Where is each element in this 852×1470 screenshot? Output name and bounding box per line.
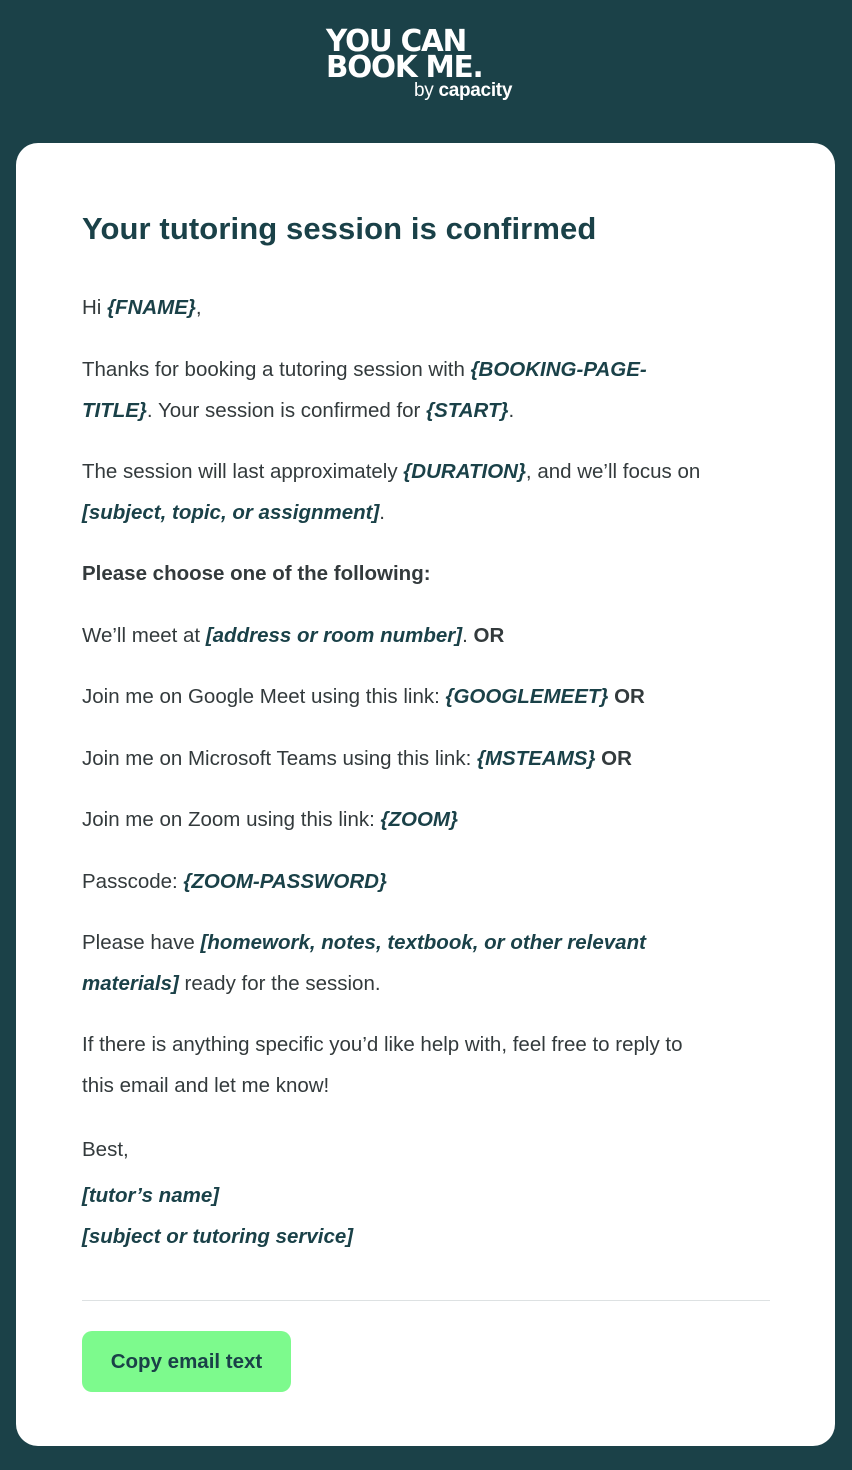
- passcode-pre: Passcode:: [82, 870, 184, 893]
- greeting-post: ,: [195, 296, 202, 319]
- zoom-line: [82, 799, 772, 840]
- msteams-line: [82, 738, 772, 779]
- passcode-line: [82, 861, 772, 902]
- header-bar: [0, 0, 852, 143]
- materials-placeholder-1: [homework, notes, textbook, or other relevant: [200, 931, 646, 954]
- duration-mid: , and we’ll focus on: [525, 460, 701, 483]
- email-title: Your tutoring session is confirmed: [82, 211, 597, 246]
- help-line-2: this email and let me know!: [82, 1074, 330, 1097]
- or-label: OR: [608, 685, 645, 708]
- signoff: Best,: [82, 1138, 129, 1161]
- googlemeet-placeholder: {GOOGLEMEET}: [445, 685, 609, 708]
- logo-line-1: YOU CAN: [326, 24, 467, 59]
- help-paragraph: [82, 1024, 772, 1106]
- email-card: [16, 143, 835, 1446]
- tutor-name-placeholder: [tutor’s name]: [82, 1184, 220, 1207]
- duration-paragraph: [82, 451, 772, 533]
- duration-pre: The session will last approximately: [82, 460, 404, 483]
- meet-at-pre: We’ll meet at: [82, 624, 206, 647]
- greeting-pre: Hi: [82, 296, 108, 319]
- materials-paragraph: [82, 922, 772, 1004]
- logo-line-2: BOOK ME.: [326, 50, 483, 85]
- google-pre: Join me on Google Meet using this link:: [82, 685, 446, 708]
- youcanbookme-logo: [326, 24, 526, 104]
- greeting: [82, 287, 772, 328]
- materials-placeholder-2: materials]: [82, 972, 179, 995]
- logo-brand: capacity: [438, 80, 513, 101]
- meet-at-post: .: [462, 624, 474, 647]
- address-placeholder: [address or room number]: [205, 624, 463, 647]
- subject-placeholder: [subject, topic, or assignment]: [82, 501, 380, 524]
- or-label: OR: [595, 747, 632, 770]
- duration-post: .: [379, 501, 385, 524]
- zoom-password-placeholder: {ZOOM-PASSWORD}: [183, 870, 387, 893]
- thanks-mid: . Your session is confirmed for: [146, 399, 427, 422]
- thanks-pre: Thanks for booking a tutoring session with: [82, 358, 471, 381]
- thanks-paragraph: [82, 349, 772, 431]
- divider: [82, 1300, 770, 1301]
- booking-page-title-placeholder-1: {BOOKING-PAGE-: [470, 358, 647, 381]
- meet-at-line: [82, 615, 772, 656]
- choose-heading: Please choose one of the following:: [82, 562, 431, 585]
- logo-byline: [414, 80, 512, 102]
- materials-pre: Please have: [82, 931, 201, 954]
- booking-page-title-placeholder-2: TITLE}: [82, 399, 147, 422]
- logo-by: by: [414, 80, 434, 101]
- help-line-1: If there is anything specific you’d like help with, feel free to reply to: [82, 1033, 683, 1056]
- zoom-pre: Join me on Zoom using this link:: [82, 808, 381, 831]
- materials-post: ready for the session.: [178, 972, 381, 995]
- tutor-service-placeholder: [subject or tutoring service]: [82, 1225, 354, 1248]
- google-meet-line: [82, 676, 772, 717]
- msteams-placeholder: {MSTEAMS}: [476, 747, 596, 770]
- thanks-post: .: [508, 399, 515, 422]
- or-label: OR: [473, 624, 505, 647]
- fname-placeholder: {FNAME}: [107, 296, 196, 319]
- duration-placeholder: {DURATION}: [403, 460, 526, 483]
- zoom-placeholder: {ZOOM}: [380, 808, 458, 831]
- teams-pre: Join me on Microsoft Teams using this link:: [82, 747, 477, 770]
- start-placeholder: {START}: [426, 399, 509, 422]
- copy-email-text-button[interactable]: Copy email text: [82, 1331, 291, 1392]
